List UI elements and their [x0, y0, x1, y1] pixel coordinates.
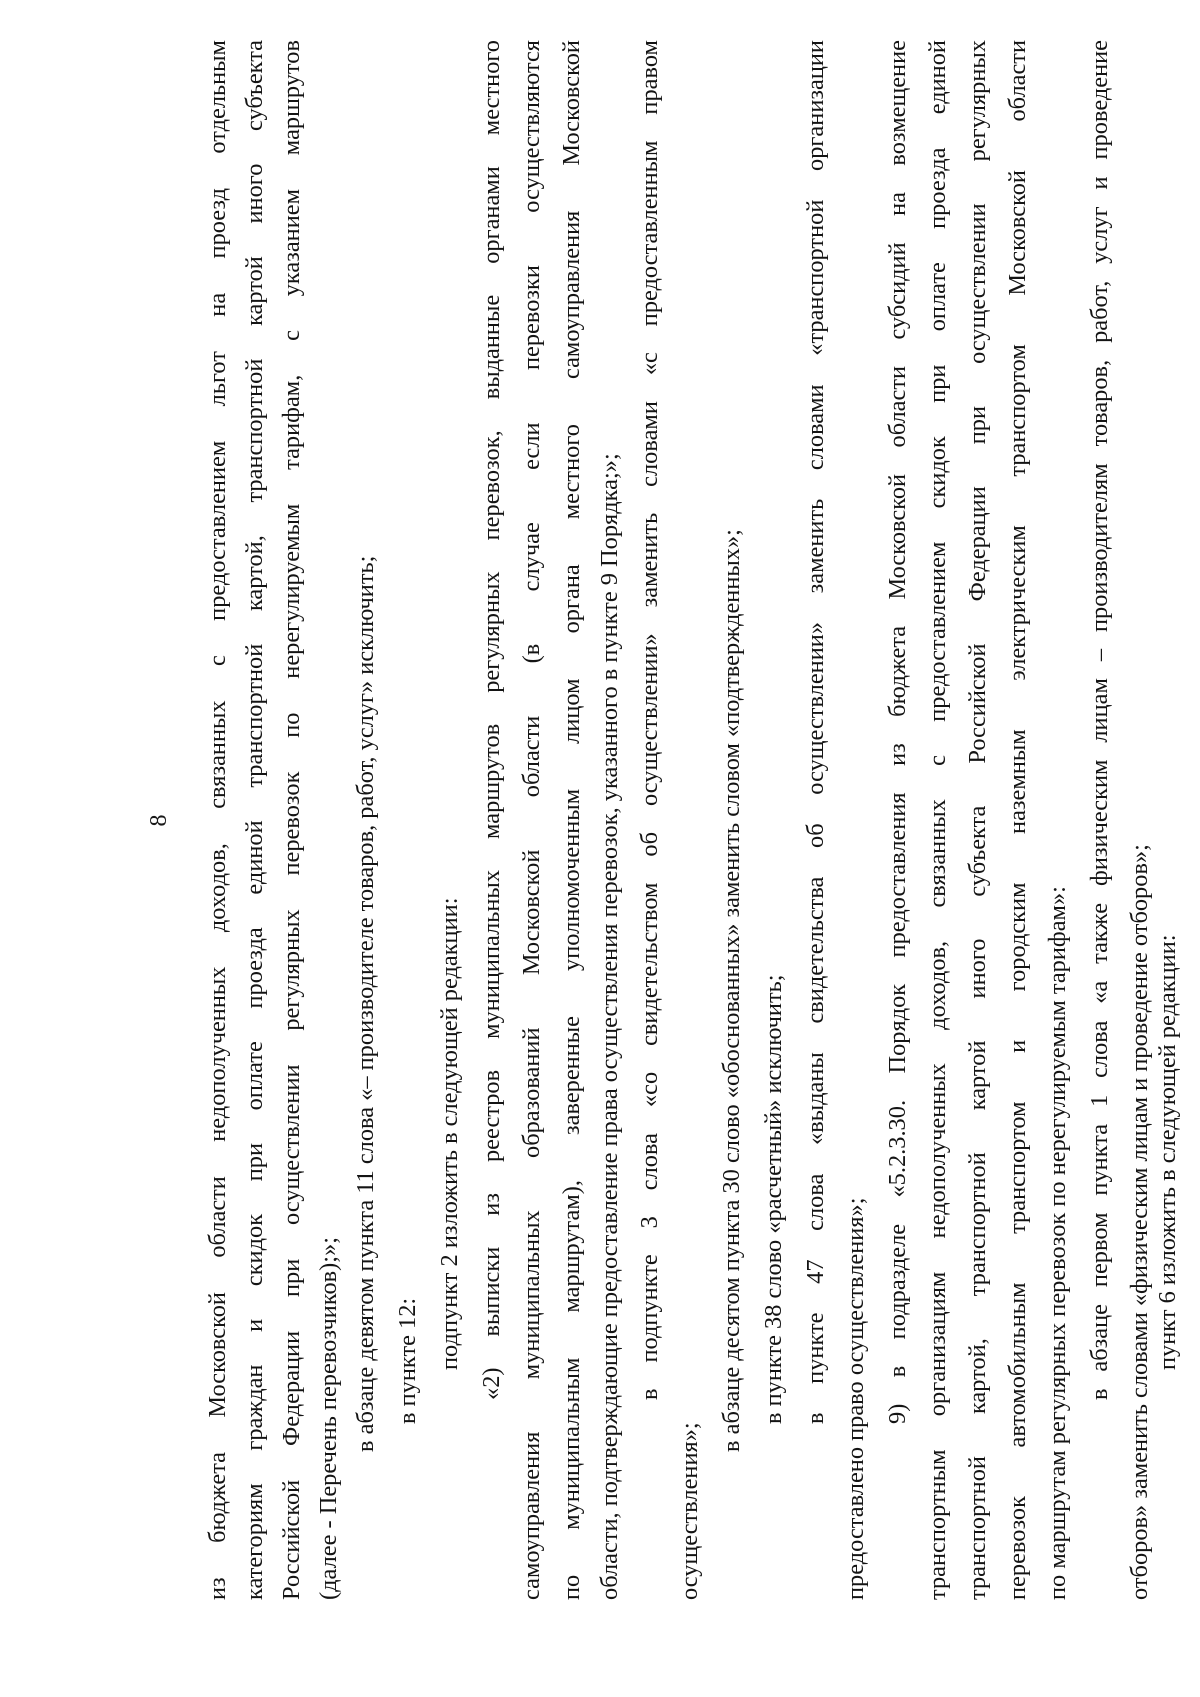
text-line: из бюджета Московской области недополученных доходов, связанных с предоставлением льгот на проезд отдельным: [204, 40, 231, 1600]
text-line: транспортным организациям недополученных доходов, связанных с предоставлением скидок при оплате проезда единой: [924, 40, 951, 1600]
text-line: (далее - Перечень перевозчиков);»;: [315, 1236, 342, 1600]
text-line: области, подтверждающие предоставление права осуществления перевозок, указанного в пункте 9 Порядка;»;: [596, 453, 623, 1600]
text-line: «2) выписки из реестров муниципальных маршрутов регулярных перевозок, выданные органами местного: [478, 40, 505, 1400]
body-text: [140, 40, 1180, 1600]
text-line: Российской Федерации при осуществлении регулярных перевозок по нерегулируемым тарифам, с указанием маршрутов: [278, 40, 305, 1600]
text-line: по муниципальным маршрутам), заверенные уполномоченным лицом органа местного самоуправления Московской: [558, 40, 585, 1600]
text-line: транспортной картой, транспортной картой иного субъекта Российской Федерации при осуществлении регулярных: [964, 40, 991, 1600]
text-line: в абзаце первом пункта 1 слова «а также физическим лицам – производителям товаров, работ, услуг и проведение: [1086, 40, 1113, 1400]
text-line: в абзаце девятом пункта 11 слова «– производителе товаров, работ, услуг» исключить;: [352, 555, 379, 1452]
text-line: осуществления»;: [676, 1422, 703, 1600]
text-line: в пункте 38 слово «расчетный» исключить;: [760, 974, 787, 1424]
text-line: самоуправления муниципальных образований Московской области (в случае если перевозки осуществляются: [518, 40, 545, 1600]
text-line: перевозок автомобильным транспортом и городским наземным электрическим транспортом Московской области: [1004, 40, 1031, 1600]
text-line: в пункте 47 слова «выданы свидетельства об осуществлении» заменить словами «транспортной организации: [802, 40, 829, 1424]
text-line: подпункт 2 изложить в следующей редакции:: [436, 897, 463, 1370]
page-number: 8: [146, 813, 172, 827]
text-line: пункт 6 изложить в следующей редакции:: [1154, 934, 1181, 1370]
text-line: в пункте 12:: [394, 1297, 421, 1424]
text-line: в абзаце десятом пункта 30 слово «обоснованных» заменить словом «подтвержденных»;: [718, 529, 745, 1452]
text-line: отборов» заменить словами «физическим лицам и проведение отборов»;: [1126, 844, 1153, 1600]
text-line: в подпункте 3 слова «со свидетельством об осуществлении» заменить словами «с предоставленным правом: [636, 40, 663, 1400]
text-line: 9) в подразделе «5.2.3.30. Порядок предоставления из бюджета Московской области субсидий на возмещение: [884, 40, 911, 1424]
text-line: категориям граждан и скидок при оплате проезда единой транспортной картой, транспортной картой иного субъекта: [241, 40, 268, 1600]
text-line: по маршрутам регулярных перевозок по нерегулируемым тарифам»:: [1044, 886, 1071, 1600]
rotated-page-content: [140, 40, 1180, 1600]
text-line: предоставлено право осуществления»;: [842, 1197, 869, 1600]
